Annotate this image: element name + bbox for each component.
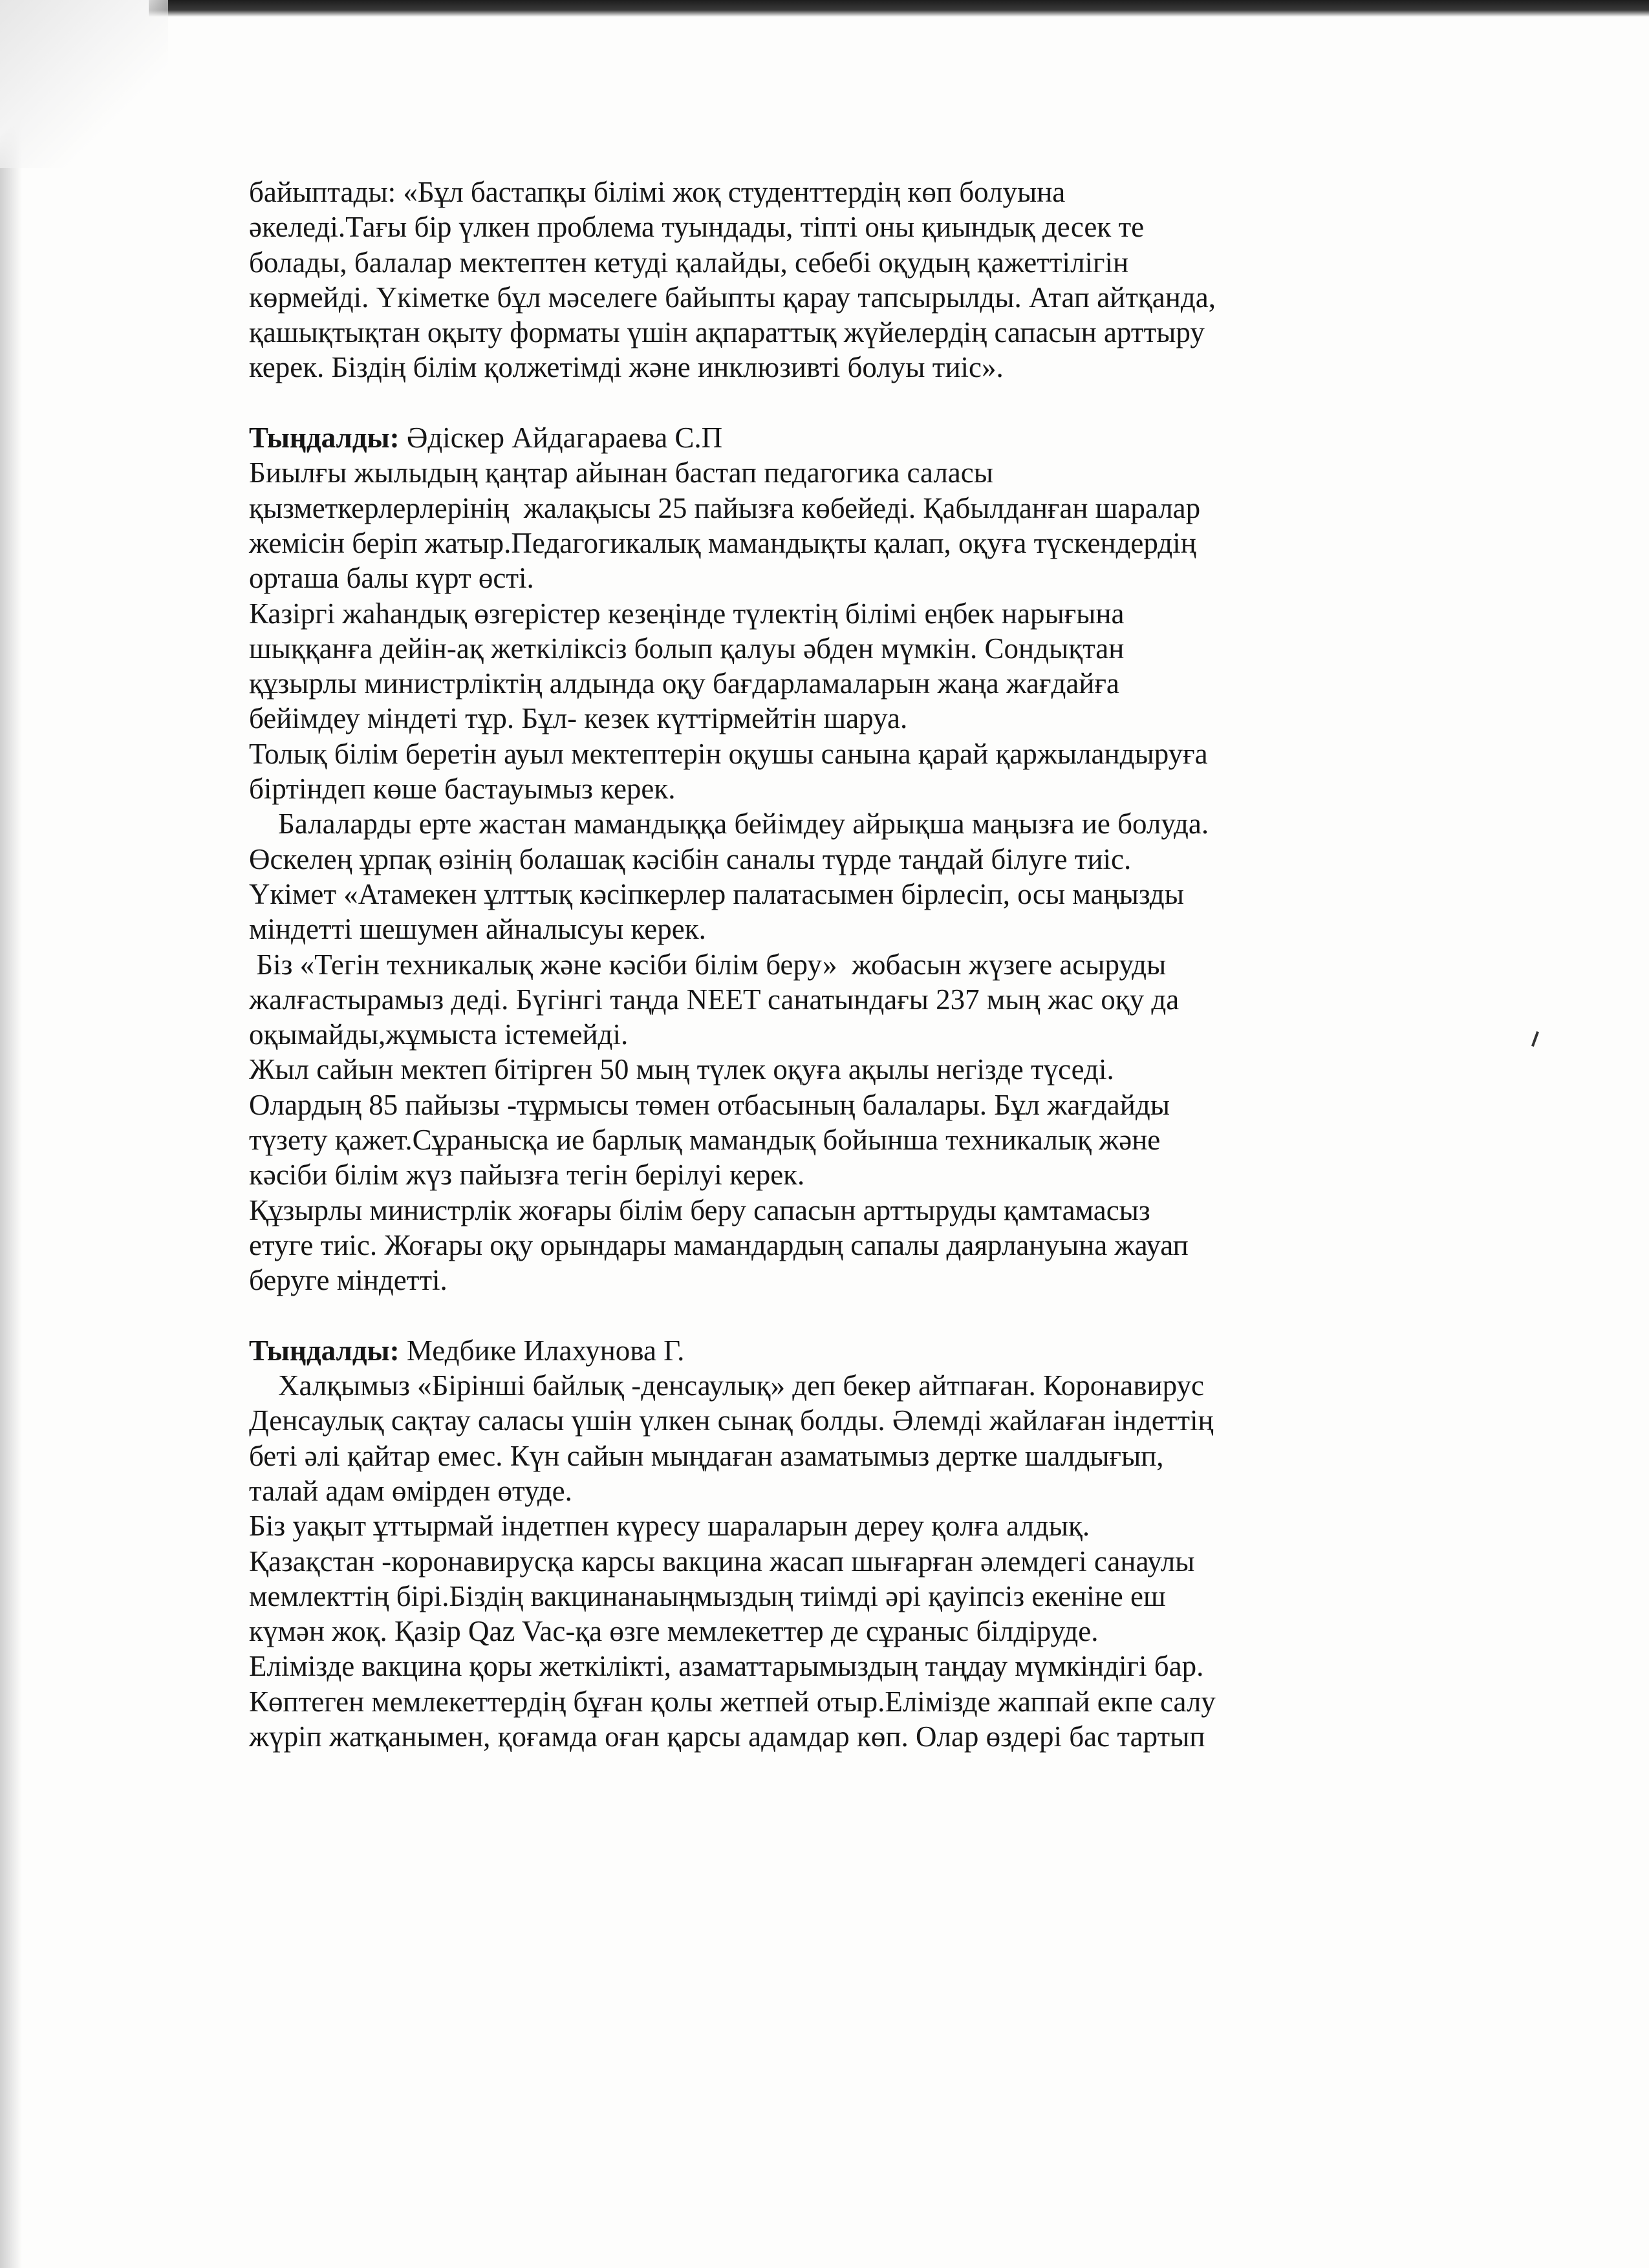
text-line: Жыл сайын мектеп бітірген 50 мың түлек оқуға ақылы негізде түседі. <box>249 1053 1114 1086</box>
speech-2-body <box>249 1368 1533 1754</box>
speaker-2-label: Тыңдалды: <box>249 1334 400 1367</box>
text-line: жемісін беріп жатыр.Педагогикалық мамандықты қалап, оқуға түскендердің <box>249 526 1196 559</box>
text-line: керек. Біздің білім қолжетімді және инклюзивті болуы тиіс». <box>249 351 1004 384</box>
text-line: жүріп жатқанымен, қоғамда оған қарсы адамдар көп. Олар өздері бас тартып <box>249 1720 1205 1753</box>
text-line: кәсіби білім жүз пайызға тегін берілуі керек. <box>249 1159 805 1192</box>
text-line: Денсаулық сақтау саласы үшін үлкен сынақ болды. Әлемді жайлаған індеттің <box>249 1404 1214 1437</box>
text-line: әкеледі.Тағы бір үлкен проблема туындады, тіпті оны қиындық десек те <box>249 211 1145 244</box>
text-line: Біз «Тегін техникалық және кәсіби білім беру» жобасын жүзеге асыруды <box>249 948 1167 981</box>
paragraph-gap <box>249 1298 1533 1333</box>
text-line: бейімдеу міндеті тұр. Бұл- кезек күттірмейтін шаруа. <box>249 702 908 735</box>
text-line: Құзырлы министрлік жоғары білім беру сапасын арттыруды қамтамасыз <box>249 1193 1150 1226</box>
intro-paragraph <box>249 175 1533 385</box>
text-line: шыққанға дейін-ақ жеткіліксіз болып қалуы әбден мүмкін. Сондықтан <box>249 632 1125 665</box>
text-line: болады, балалар мектептен кетуді қалайды, себебі оқудың қажеттілігін <box>249 246 1129 279</box>
text-line: түзету қажет.Сұранысқа ие барлық мамандық бойынша техникалық және <box>249 1124 1161 1157</box>
text-line: Көптеген мемлекеттердің бұған қолы жетпей отыр.Елімізде жаппай екпе салу <box>249 1685 1216 1718</box>
page-fold-corner <box>0 0 168 168</box>
text-line: көрмейді. Үкіметке бұл мәселеге байыпты қарау тапсырылды. Атап айтқанда, <box>249 281 1216 314</box>
speaker-2-name: Медбике Илахунова Г. <box>399 1334 685 1367</box>
speaker-1-heading <box>249 420 1533 455</box>
text-line: Олардың 85 пайызы -тұрмысы төмен отбасының балалары. Бұл жағдайды <box>249 1088 1170 1121</box>
paragraph-gap <box>249 385 1533 420</box>
speaker-1-name: Әдіскер Айдагараева С.П <box>399 422 723 455</box>
text-line: Биылғы жылыдың қаңтар айынан бастап педагогика саласы <box>249 456 993 489</box>
text-line: Үкімет «Атамекен ұлттық кәсіпкерлер палатасымен бірлесіп, осы маңызды <box>249 877 1184 910</box>
text-line: оқымайды,жұмыста істемейді. <box>249 1018 629 1051</box>
text-line: біртіндеп көше бастауымыз керек. <box>249 773 676 806</box>
scan-left-edge <box>0 0 22 2268</box>
text-line: міндетті шешумен айналысуы керек. <box>249 913 706 946</box>
scan-top-edge <box>149 0 1649 17</box>
text-line: етуге тиіс. Жоғары оқу орындары мамандардың сапалы даярлануына жауап <box>249 1228 1189 1261</box>
text-line: байыптады: «Бұл бастапқы білімі жоқ студенттердің көп болуына <box>249 176 1066 208</box>
speaker-2-heading <box>249 1333 1533 1368</box>
text-line: Халқымыз «Бірінші байлық -денсаулық» деп бекер айтпаған. Коронавирус <box>249 1369 1204 1402</box>
text-line: Қазақстан -коронавирусқа карсы вакцина жасап шығарған әлемдегі санаулы <box>249 1545 1195 1578</box>
speech-1-body <box>249 455 1533 1298</box>
speaker-1-label: Тыңдалды: <box>249 422 400 455</box>
text-line: күмән жоқ. Қазір Qaz Vac-қа өзге мемлекеттер де сұраныс білдіруде. <box>249 1615 1099 1648</box>
text-line: мемлекттің бірі.Біздің вакцинанаыңмыздың тиімді әрі қауіпсіз екеніне еш <box>249 1579 1166 1612</box>
text-line: қашықтықтан оқыту форматы үшін ақпараттық жүйелердің сапасын арттыру <box>249 316 1205 349</box>
text-line: беті әлі қайтар емес. Күн сайын мыңдаған азаматымыз дертке шалдығып, <box>249 1439 1164 1472</box>
text-line: Толық білім беретін ауыл мектептерін оқушы санына қарай қаржыландыруға <box>249 737 1208 770</box>
text-line: Өскелең ұрпақ өзінің болашақ кәсібін саналы түрде таңдай білуге тиіс. <box>249 842 1132 875</box>
document-body <box>249 175 1533 1754</box>
text-line: қызметкерлерлерінің жалақысы 25 пайызға көбейеді. Қабылданған шаралар <box>249 491 1201 524</box>
text-line: Елімізде вакцина қоры жеткілікті, азаматтарымыздың таңдау мүмкіндігі бар. <box>249 1650 1204 1683</box>
text-line: талай адам өмірден өтуде. <box>249 1474 572 1507</box>
text-line: Казіргі жаһандық өзгерістер кезеңінде түлектің білімі еңбек нарығына <box>249 597 1125 630</box>
text-line: Балаларды ерте жастан мамандыққа бейімдеу айрықша маңызға ие болуда. <box>249 808 1209 840</box>
text-line: орташа балы күрт өсті. <box>249 562 534 595</box>
text-line: жалғастырамыз деді. Бүгінгі таңда NEET санатындағы 237 мың жас оқу да <box>249 983 1180 1016</box>
text-line: құзырлы министрліктің алдында оқу бағдарламаларын жаңа жағдайға <box>249 667 1119 700</box>
text-line: Біз уақыт ұттырмай індетпен күресу шараларын дереу қолға алдық. <box>249 1510 1090 1543</box>
text-line: беруге міндетті. <box>249 1264 447 1297</box>
